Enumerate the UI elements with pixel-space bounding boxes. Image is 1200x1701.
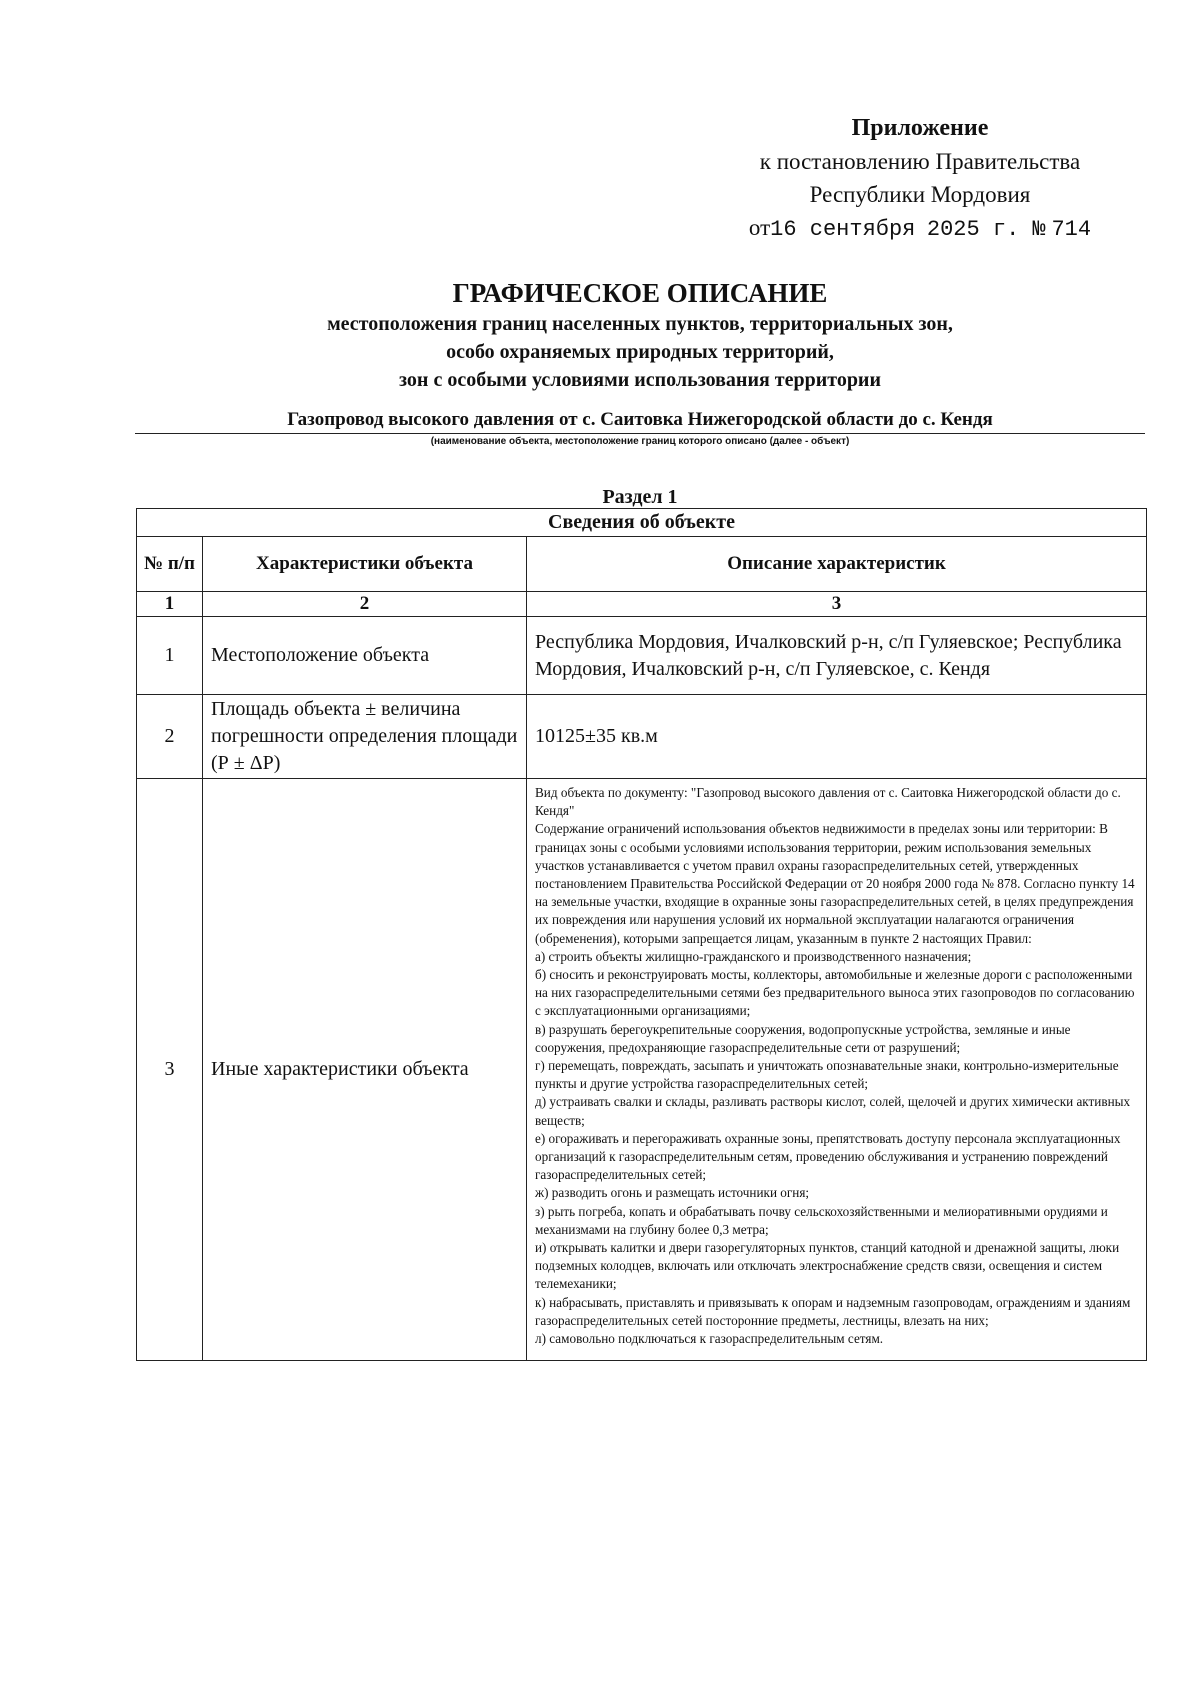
header-num: № п/п (137, 537, 203, 592)
description-line: г) перемещать, повреждать, засыпать и уничтожать опознавательные знаки, контрольно-измерительные пункты и другие устройства газораспределительных сетей; (535, 1058, 1119, 1092)
row-characteristic: Иные характеристики объекта (203, 779, 527, 1361)
header-characteristics: Характеристики объекта (203, 537, 527, 592)
table-row (137, 617, 1147, 695)
row-description: 10125±35 кв.м (527, 695, 1147, 779)
description-line: в) разрушать берегоукрепительные сооружения, водопропускные устройства, земляные и иные сооружения, предохраняющие газораспределительные сети от разрушений; (535, 1021, 1071, 1055)
row-number: 2 (137, 695, 203, 779)
decree-number: 714 (1051, 217, 1092, 242)
appendix-line-1: к постановлению Правительства (759, 149, 1081, 174)
appendix-block (700, 112, 1140, 246)
row-description: Республика Мордовия, Ичалковский р-н, с/п Гуляевское; Республика Мордовия, Ичалковский р-н, с/п Гуляевское, с. Кендя (527, 617, 1147, 695)
description-line: е) огораживать и перегораживать охранные зоны, препятствовать доступу персонала эксплуатационных организаций к газораспределительным сетям, проведению обслуживания и устранению повреждений газораспределительных сетей; (535, 1130, 1121, 1183)
appendix-date-line (700, 211, 1140, 246)
row-number: 1 (137, 617, 203, 695)
row-description (527, 779, 1147, 1361)
document-title: ГРАФИЧЕСКОЕ ОПИСАНИЕ (452, 278, 828, 308)
table-row (137, 695, 1147, 779)
table-caption: Сведения об объекте (137, 509, 1147, 537)
year-value: 2025 г. № (926, 217, 1046, 242)
description-line: л) самовольно подключаться к газораспределительным сетям. (535, 1331, 884, 1347)
row-number: 3 (137, 779, 203, 1361)
object-name: Газопровод высокого давления от с. Саитовка Нижегородской области до с. Кендя (287, 409, 993, 430)
column-number: 1 (137, 592, 203, 617)
appendix-title: Приложение (851, 115, 989, 141)
column-number-row (137, 592, 1147, 617)
subtitle-line-3: зон с особыми условиями использования территории (399, 369, 881, 391)
document-title-block (130, 276, 1150, 394)
object-underline (135, 433, 1145, 434)
description-line: б) сносить и реконструировать мосты, коллекторы, автомобильные и железные дороги с расположенными на них газораспределительными сетями без предварительного выноса этих газопроводов по согласованию с эксплуатационными организациями; (535, 967, 1135, 1019)
description-line: Вид объекта по документу: "Газопровод высокого давления от с. Саитовка Нижегородской области до с. Кендя" (535, 785, 1121, 819)
row-characteristic: Местоположение объекта (203, 617, 527, 695)
date-prefix: от (748, 215, 771, 240)
column-number: 3 (527, 592, 1147, 617)
header-description: Описание характеристик (527, 537, 1147, 592)
description-line: а) строить объекты жилищно-гражданского и производственного назначения; (535, 948, 972, 964)
description-line: и) открывать калитки и двери газорегуляторных пунктов, станций катодной и дренажной защиты, люки подземных колодцев, включать или отключать электроснабжение средств связи, освещения и систем телемеханики; (535, 1240, 1120, 1292)
table-caption-row (137, 509, 1147, 537)
column-number: 2 (203, 592, 527, 617)
description-line: к) набрасывать, приставлять и привязывать к опорам и надземным газопроводам, ограждениям и зданиям газораспределительных сетей посторонние предметы, лестницы, влезать на них; (535, 1294, 1131, 1328)
table-header-row (137, 537, 1147, 592)
subtitle-line-2: особо охраняемых природных территорий, (446, 341, 834, 363)
description-line: з) рыть погреба, копать и обрабатывать почву сельскохозяйственными и мелиоративными орудиями и механизмами на глубину более 0,3 метра; (535, 1203, 1108, 1237)
subtitle-line-1: местоположения границ населенных пунктов, территориальных зон, (327, 313, 953, 335)
description-line: д) устраивать свалки и склады, разливать растворы кислот, солей, щелочей и других химически активных веществ; (535, 1094, 1131, 1128)
appendix-line-2: Республики Мордовия (809, 182, 1031, 207)
table-row (137, 779, 1147, 1361)
date-value: 16 сентября (770, 217, 916, 242)
description-line: ж) разводить огонь и размещать источники огня; (535, 1185, 810, 1201)
description-line: Содержание ограничений использования объектов недвижимости в пределах зоны или территории: В границах зоны с особыми условиями использования территории, режим использования земельных участков устанавливается с учетом правил охраны газораспределительных сетей, утвержденных постановлением Правительства Российской Федерации от 20 ноября 2000 года № 878. Согласно пункту 14 на земельные участки, входящие в охранные зоны газораспределительных сетей, в целях предупреждения их повреждения или нарушения условий их нормальной эксплуатации налагаются ограничения (обременения), которыми запрещается лицам, указанным в пункте 2 настоящих Правил: (535, 821, 1135, 946)
section-title: Раздел 1 (602, 486, 678, 508)
row-characteristic: Площадь объекта ± величина погрешности определения площади (Р ± ΔР) (203, 695, 527, 779)
object-info-table (136, 508, 1147, 1361)
object-caption: (наименование объекта, местоположение границ которого описано (далее - объект) (430, 436, 850, 447)
